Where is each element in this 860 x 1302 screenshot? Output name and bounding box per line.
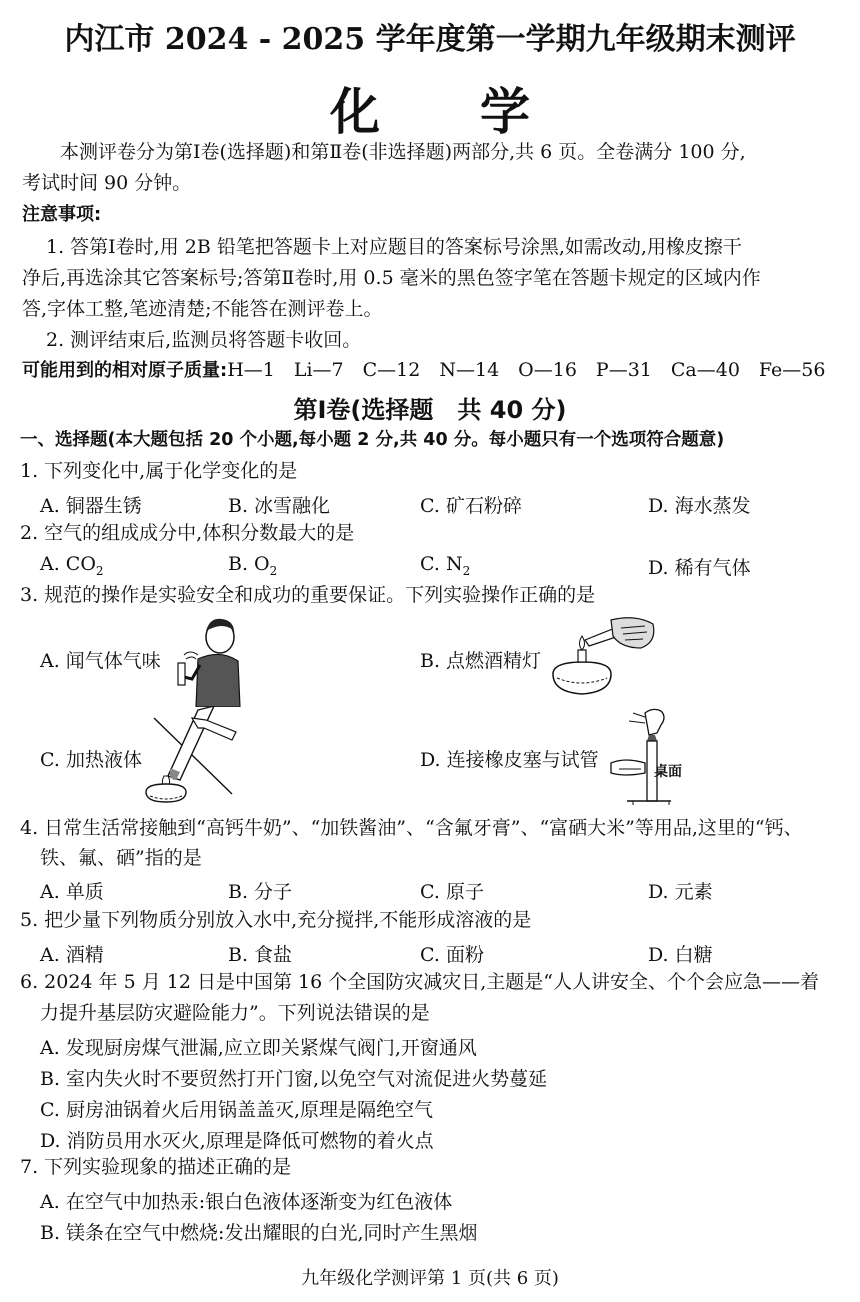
q4-option-a: A. 单质 [40,881,104,903]
q2-option-d: D. 稀有气体 [648,557,751,579]
q3-desk-label: 桌面 [654,764,682,780]
q4-stem-line-2: 铁、氟、硒”指的是 [40,847,202,869]
q1-option-a: A. 铜器生锈 [40,495,142,517]
q6-option-c: C. 厨房油锅着火后用锅盖盖灭,原理是隔绝空气 [40,1099,433,1121]
q5-stem: 5. 把少量下列物质分别放入水中,充分搅拌,不能形成溶液的是 [20,909,532,931]
q2-option-b: B. $O_2$ [228,553,278,578]
q5-option-b: B. 食盐 [228,944,293,966]
notes-heading: 注意事项: [22,204,102,225]
atomic-masses-values: H—1 Li—7 C—12 N—14 O—16 P—31 Ca—40 Fe—56 [227,359,826,381]
note-1-line-3: 答,字体工整,笔迹清楚;不能答在测评卷上。 [22,298,383,320]
note-1-line-2: 净后,再选涂其它答案标号;答第Ⅱ卷时,用 0.5 毫米的黑色签字笔在答题卡规定的区域内作 [22,267,761,289]
q2-option-c: C. $N_2$ [420,553,471,578]
q4-stem-line-1: 4. 日常生活常接触到“高钙牛奶”、“加铁酱油”、“含氟牙膏”、“富硒大米”等用品,这里的“钙、 [20,817,803,839]
subject-char-1: 化 [330,82,380,141]
intro-line-1: 本测评卷分为第Ⅰ卷(选择题)和第Ⅱ卷(非选择题)两部分,共 6 页。全卷满分 100 分, [60,141,746,163]
heating-liquid-illustration [140,706,240,804]
q7-stem: 7. 下列实验现象的描述正确的是 [20,1156,292,1178]
q1-option-c: C. 矿石粉碎 [420,495,522,517]
rubber-stopper-illustration [605,707,695,805]
q5-option-d: D. 白糖 [648,944,713,966]
q3-option-d: D. 连接橡皮塞与试管 [420,749,599,771]
q1-option-b: B. 冰雪融化 [228,495,331,517]
q5-option-a: A. 酒精 [40,944,104,966]
atomic-masses [22,355,825,386]
q2-option-a: A. $CO_2$ [40,553,104,578]
subject-char-2: 学 [480,82,530,141]
q6-option-a: A. 发现厨房煤气泄漏,应立即关紧煤气阀门,开窗通风 [40,1037,477,1059]
q6-stem-line-2: 力提升基层防灾避险能力”。下列说法错误的是 [40,1002,430,1024]
q7-option-a: A. 在空气中加热汞:银白色液体逐渐变为红色液体 [40,1191,453,1213]
section-1-title: 第Ⅰ卷(选择题 共 40 分) [293,396,567,424]
q1-option-d: D. 海水蒸发 [648,495,751,517]
note-1-line-1: 1. 答第Ⅰ卷时,用 2B 铅笔把答题卡上对应题目的答案标号涂黑,如需改动,用橡皮擦干 [46,236,742,258]
q4-option-b: B. 分子 [228,881,293,903]
q6-option-d: D. 消防员用水灭火,原理是降低可燃物的着火点 [40,1130,434,1152]
section-1-instruction: 一、选择题(本大题包括 20 个小题,每小题 2 分,共 40 分。每小题只有一个选项符合题意) [20,430,725,450]
exam-title: 内江市 2024 - 2025 学年度第一学期九年级期末测评 [64,22,796,57]
q3-option-b: B. 点燃酒精灯 [420,650,542,672]
q3-stem: 3. 规范的操作是实验安全和成功的重要保证。下列实验操作正确的是 [20,584,596,606]
note-2: 2. 测评结束后,监测员将答题卡收回。 [46,329,362,351]
q3-option-a: A. 闻气体气味 [40,650,161,672]
atomic-masses-label: 可能用到的相对原子质量: [22,360,228,381]
intro-line-2: 考试时间 90 分钟。 [22,172,192,194]
q1-stem: 1. 下列变化中,属于化学变化的是 [20,460,298,482]
subject-title [0,72,860,144]
q4-option-c: C. 原子 [420,881,484,903]
q4-option-d: D. 元素 [648,881,713,903]
alcohol-lamp-illustration [545,614,660,698]
q3-option-c: C. 加热液体 [40,749,142,771]
smelling-gas-illustration [170,615,245,707]
q6-stem-line-1: 6. 2024 年 5 月 12 日是中国第 16 个全国防灾减灾日,主题是“人人讲安全、个个会应急——着 [20,971,819,993]
page-footer: 九年级化学测评第 1 页(共 6 页) [301,1268,559,1289]
q6-option-b: B. 室内失火时不要贸然打开门窗,以免空气对流促进火势蔓延 [40,1068,548,1090]
q7-option-b: B. 镁条在空气中燃烧:发出耀眼的白光,同时产生黑烟 [40,1222,478,1244]
q5-option-c: C. 面粉 [420,944,484,966]
q2-stem: 2. 空气的组成成分中,体积分数最大的是 [20,522,355,544]
